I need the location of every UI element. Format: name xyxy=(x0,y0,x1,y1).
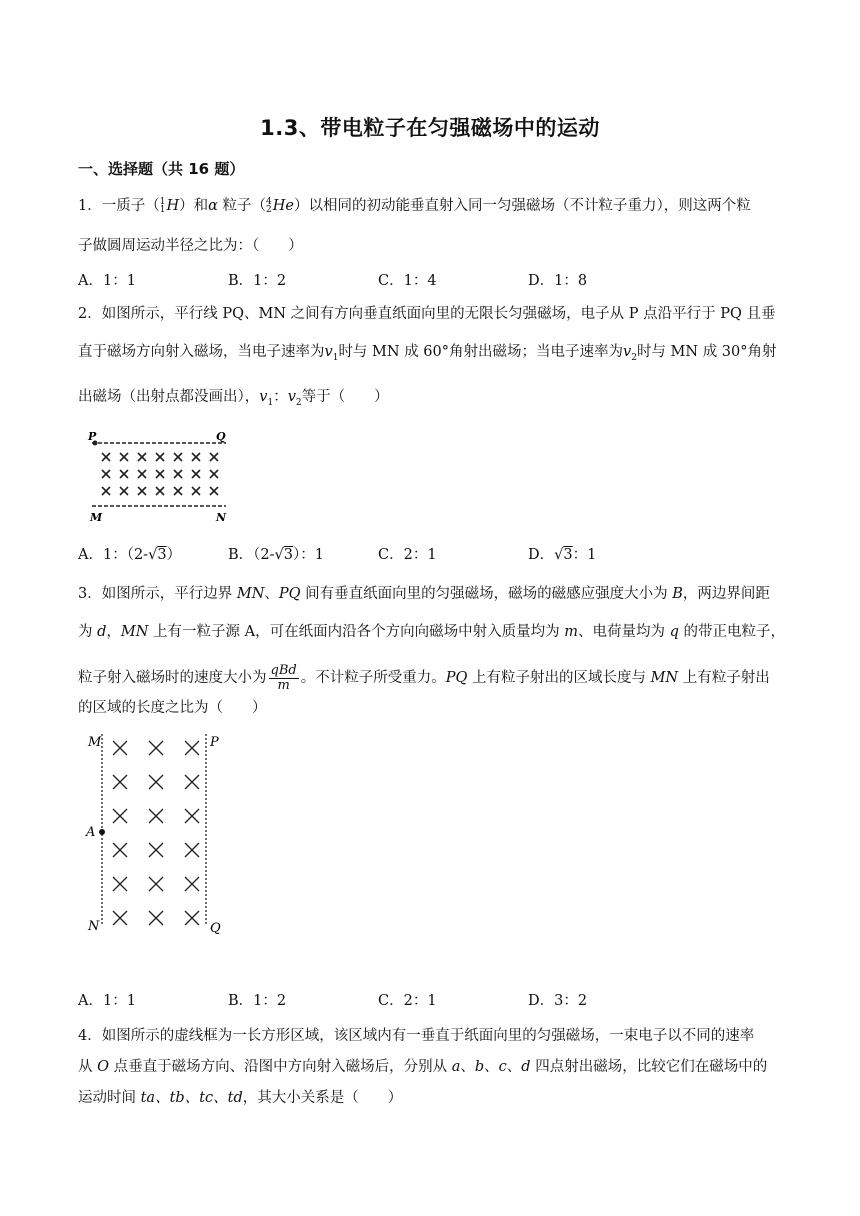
q2-label-p: P xyxy=(88,430,97,443)
q3-field-crosses xyxy=(113,741,199,925)
q2-option-a[interactable]: A．1：（2-√3） xyxy=(78,547,182,563)
field-cross-mark xyxy=(174,453,182,461)
q1-line-2: 子做圆周运动半径之比为：（ ） xyxy=(78,238,303,254)
q1-option-c[interactable]: C．1：4 xyxy=(378,273,437,289)
field-cross-mark xyxy=(185,741,199,755)
field-cross-mark xyxy=(149,877,163,891)
q3-label-n: N xyxy=(88,919,100,934)
field-cross-mark xyxy=(174,470,182,478)
field-cross-mark xyxy=(149,843,163,857)
field-cross-mark xyxy=(113,741,127,755)
q2-figure xyxy=(86,428,236,524)
q2-line-3: 出磁场（出射点都没画出），$v_1$：$v_2$等于（ ） xyxy=(78,389,389,408)
field-cross-mark xyxy=(156,487,164,495)
field-cross-mark xyxy=(149,911,163,925)
field-cross-mark xyxy=(102,487,110,495)
field-cross-mark xyxy=(174,487,182,495)
q2-label-q: Q xyxy=(216,430,226,443)
q3-line-2: 为 d，MN 上有一粒子源 A，可在纸面内沿各个方向向磁场中射入质量均为 m、电荷量均为 q 的带正电粒子， xyxy=(78,624,786,640)
field-cross-mark xyxy=(149,775,163,789)
q4-line-2: 从 O 点垂直于磁场方向、沿图中方向射入磁场后，分别从 a、b、c、d 四点射出磁场，比较它们在磁场中的 xyxy=(78,1059,768,1075)
field-cross-mark xyxy=(210,453,218,461)
q3-label-p: P xyxy=(210,735,219,750)
field-cross-mark xyxy=(210,470,218,478)
q1-option-d[interactable]: D．1：8 xyxy=(528,273,588,289)
q2-option-d[interactable]: D．√3：1 xyxy=(528,547,597,563)
q2-field-crosses xyxy=(102,453,218,495)
field-cross-mark xyxy=(192,453,200,461)
q2-line-1: 2．如图所示，平行线 PQ、MN 之间有方向垂直纸面向里的无限长匀强磁场，电子从 P 点沿平行于 PQ 且垂 xyxy=(78,306,776,322)
field-cross-mark xyxy=(156,453,164,461)
field-cross-mark xyxy=(113,877,127,891)
field-cross-mark xyxy=(113,809,127,823)
field-cross-mark xyxy=(192,487,200,495)
field-cross-mark xyxy=(120,453,128,461)
q2-label-m: M xyxy=(90,511,103,524)
field-cross-mark xyxy=(185,877,199,891)
field-cross-mark xyxy=(102,470,110,478)
q3-option-c[interactable]: C．2：1 xyxy=(378,993,437,1009)
q3-line-1: 3．如图所示，平行边界 MN、PQ 间有垂直纸面向里的匀强磁场，磁场的磁感应强度大小为 B，两边界间距 xyxy=(78,586,770,602)
q2-label-n: N xyxy=(216,511,227,524)
q3-option-b[interactable]: B．1：2 xyxy=(228,993,287,1009)
q1-option-b[interactable]: B．1：2 xyxy=(228,273,287,289)
field-cross-mark xyxy=(149,741,163,755)
q3-label-q: Q xyxy=(210,921,221,936)
q4-line-3: 运动时间 ta、tb、tc、td，其大小关系是（ ） xyxy=(78,1090,403,1106)
q3-label-m: M xyxy=(88,735,102,750)
field-cross-mark xyxy=(120,487,128,495)
field-cross-mark xyxy=(192,470,200,478)
field-cross-mark xyxy=(185,911,199,925)
section-heading: 一、选择题（共 16 题） xyxy=(78,160,245,178)
velocity-fraction: $\frac{\text{qBd}}{m}$ xyxy=(270,662,297,693)
q4-line-1: 4．如图所示的虚线框为一长方形区域，该区域内有一垂直于纸面向里的匀强磁场，一束电子以不同的速率 xyxy=(78,1028,755,1044)
field-cross-mark xyxy=(185,775,199,789)
field-cross-mark xyxy=(120,470,128,478)
field-cross-mark xyxy=(113,911,127,925)
field-cross-mark xyxy=(138,470,146,478)
field-cross-mark xyxy=(185,809,199,823)
q3-line-3: 粒子射入磁场时的速度大小为 $\frac{\text{qBd}}{m}$ 。不计粒子所受重力。PQ 上有粒子射出的区域长度与 MN 上有粒子射出 xyxy=(78,662,770,693)
q3-figure xyxy=(84,730,234,940)
q2-option-c[interactable]: C．2：1 xyxy=(378,547,437,563)
q3-line-4: 的区域的长度之比为（ ） xyxy=(78,700,267,716)
field-cross-mark xyxy=(138,487,146,495)
field-cross-mark xyxy=(102,453,110,461)
field-cross-mark xyxy=(210,487,218,495)
q3-option-a[interactable]: A．1：1 xyxy=(78,993,136,1009)
q2-line-2: 直于磁场方向射入磁场，当电子速率为$v_1$时与 MN 成 60°角射出磁场；当电子速率为$v_2$时与 MN 成 30°角射 xyxy=(78,344,777,363)
field-cross-mark xyxy=(138,453,146,461)
q3-label-a: A xyxy=(86,825,96,840)
field-cross-mark xyxy=(113,775,127,789)
field-cross-mark xyxy=(156,470,164,478)
q3-option-d[interactable]: D．3：2 xyxy=(528,993,588,1009)
field-cross-mark xyxy=(149,809,163,823)
page-title: 1.3、带电粒子在匀强磁场中的运动 xyxy=(260,116,600,140)
field-cross-mark xyxy=(185,843,199,857)
q3-source-a xyxy=(99,829,105,835)
q1-option-a[interactable]: A．1：1 xyxy=(78,273,136,289)
field-cross-mark xyxy=(113,843,127,857)
q2-option-b[interactable]: B．（2-√3）：1 xyxy=(228,547,324,563)
q1-line-1: 1．一质子（ 1 1 H）和α 粒子（ 4 2 He）以相同的初动能垂直射入同一匀强磁场（不计粒子重力），则这两个粒 xyxy=(78,197,751,215)
